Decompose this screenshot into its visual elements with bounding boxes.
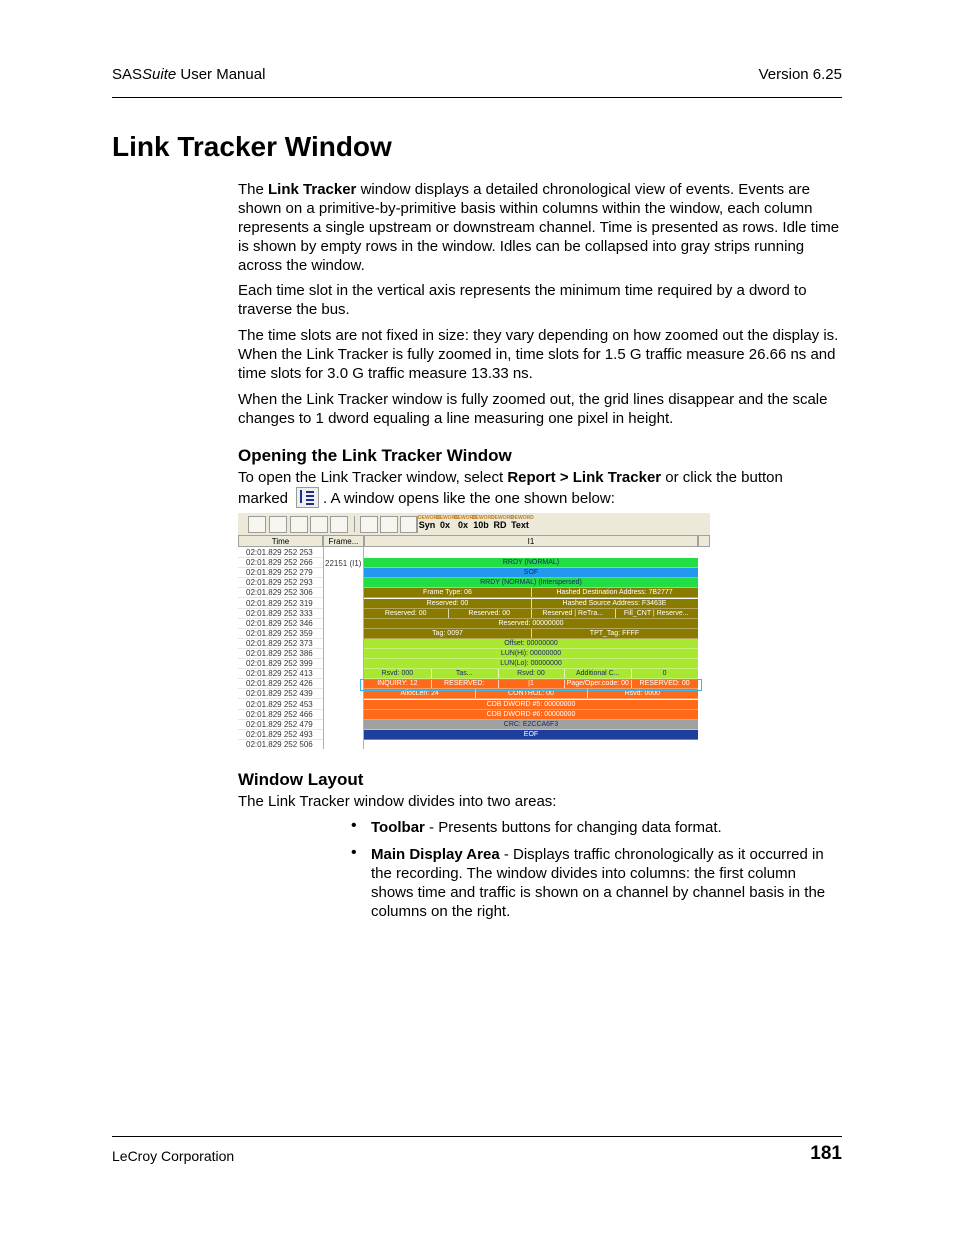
intro-paragraph-4: When the Link Tracker window is fully zoomed out, the grid lines disappear and the scale changes to 1 dword equaling a line measuring one pixel in height. — [238, 391, 828, 427]
channel-row[interactable] — [364, 609, 698, 619]
toolbar-hex-alt-button[interactable]: DEWORD 0x — [454, 515, 477, 530]
time-cell: 02:01.829 252 266 — [238, 558, 323, 568]
row-field: LUN(Lo): 00000000 — [500, 660, 562, 668]
channel-column-header[interactable]: I1 — [364, 535, 698, 547]
time-cell: 02:01.829 252 373 — [238, 639, 323, 649]
split-icon[interactable] — [290, 516, 308, 533]
channel-row[interactable] — [364, 649, 698, 659]
layout-intro: The Link Tracker window divides into two areas: — [238, 793, 557, 810]
time-cell: 02:01.829 252 253 — [238, 548, 323, 558]
row-field: RESERVED: 00 — [639, 680, 690, 688]
row-field: Hashed Source Address: F3463E — [562, 599, 667, 607]
time-column-header[interactable]: Time — [238, 535, 323, 547]
row-field: AllocLen: 24 — [400, 690, 439, 698]
row-field: Hashed Destination Address: 7B2777 — [556, 589, 673, 597]
toolbar-rd-button[interactable]: DEWORD RD — [491, 515, 514, 530]
channel-row[interactable] — [364, 599, 698, 609]
row-field: INQUIRY: 12 — [377, 680, 418, 688]
channel-row[interactable] — [364, 588, 698, 598]
row-field: Offset: 00000000 — [504, 639, 558, 647]
zoom-in-icon[interactable] — [310, 516, 328, 533]
time-cell: 02:01.829 252 279 — [238, 568, 323, 578]
row-field: TPT_Tag: FFFF — [589, 629, 640, 637]
time-cell: 02:01.829 252 386 — [238, 649, 323, 659]
frame-column-header[interactable]: Frame... — [323, 535, 364, 547]
time-cell: 02:01.829 252 333 — [238, 609, 323, 619]
page-number: 181 — [810, 1143, 842, 1164]
row-field: Additional C... — [575, 670, 620, 678]
bullet-main-display: Main Display Area - Displays traffic chronologically as it occurred in the recording. The window divides into columns: the first column shows time and traffic is shown on a channel by channel basis in the columns on the right. — [371, 846, 826, 920]
expand-icon[interactable] — [269, 516, 287, 533]
channel-row[interactable] — [364, 710, 698, 720]
channel-row[interactable] — [364, 558, 698, 568]
frame-cell: 22151 (I1) — [325, 559, 362, 568]
time-cell: 02:01.829 252 346 — [238, 619, 323, 629]
row-field: Rsvd: 00 — [517, 670, 545, 678]
row-field: Rsvd: 0000 — [624, 690, 661, 698]
intro-paragraph-2: Each time slot in the vertical axis represents the minimum time required by a dword to traverse the bus. — [238, 282, 807, 318]
row-field: Reserved: 00 — [426, 599, 469, 607]
time-cell: 02:01.829 252 319 — [238, 599, 323, 609]
grid-icon[interactable] — [248, 516, 266, 533]
bullet-marker: • — [351, 817, 357, 834]
toolbar-10b-button[interactable]: DEWORD 10b — [472, 515, 495, 530]
row-field: LUN(Hi): 00000000 — [500, 650, 562, 657]
row-field: RESERVED: — [444, 680, 485, 688]
row-field: RRDY (NORMAL) — [502, 559, 560, 567]
footer-rule — [112, 1136, 842, 1137]
channel-row[interactable] — [364, 700, 698, 710]
intro-paragraph-3: The time slots are not fixed in size: they vary depending on how zoomed out the display is. When the Link Tracker is fully zoomed in, time slots for 1.5 G traffic measure 26.66 ns and time slots for 3.0 G traffic measure 13.33 ns. — [238, 327, 839, 382]
channel-row[interactable] — [364, 578, 698, 588]
channel-row[interactable] — [364, 730, 698, 740]
channel-row[interactable] — [364, 619, 698, 629]
channel-row[interactable] — [364, 720, 698, 730]
time-cell: 02:01.829 252 359 — [238, 629, 323, 639]
time-cell: 02:01.829 252 293 — [238, 578, 323, 588]
row-field: CONTROL: 00 — [508, 690, 554, 698]
intro-paragraph-1: The Link Tracker window displays a detailed chronological view of events. Events are shown on a primitive-by-primitive basis within columns within the window, each column represents a single upstream or downstream channel. Time is presented as rows. Idle time is shown by empty rows in the window. Idles can be collapsed into gray strips running across the window. — [238, 181, 840, 274]
row-field: CDB DWORD #6: 00000000 — [486, 710, 576, 718]
time-cell: 02:01.829 252 306 — [238, 588, 323, 598]
row-field: Reserved: 00000000 — [498, 619, 564, 627]
toolbar-syn-button[interactable]: DEWORD Syn — [418, 515, 441, 530]
channel-row[interactable] — [364, 568, 698, 578]
time-cell: 02:01.829 252 493 — [238, 730, 323, 740]
bullet-toolbar: Toolbar - Presents buttons for changing data format. — [371, 819, 722, 836]
row-field: Tas... — [455, 670, 473, 678]
opening-heading: Opening the Link Tracker Window — [238, 446, 512, 465]
collapse-idle-icon[interactable] — [360, 516, 378, 533]
row-field: |1 — [528, 680, 534, 688]
time-cell: 02:01.829 252 479 — [238, 720, 323, 730]
row-field: Reserved | ReTra... — [542, 609, 604, 617]
zoom-out-icon[interactable] — [330, 516, 348, 533]
row-field: Page/Oper.code: 00 — [566, 680, 629, 688]
time-cell: 02:01.829 252 413 — [238, 669, 323, 679]
row-field: SOF — [523, 569, 539, 577]
row-field: CRC: E2CCA6F3 — [503, 720, 559, 728]
toolbar-text-button[interactable]: DEWORD Text — [511, 515, 534, 530]
bullet-marker: • — [351, 844, 357, 861]
row-field: Rsvd: 000 — [381, 670, 414, 678]
channel-row[interactable] — [364, 659, 698, 669]
opening-paragraph: To open the Link Tracker window, select Report > Link Tracker or click the button marked . A window opens like the one shown below: — [238, 469, 783, 507]
time-cell: 02:01.829 252 426 — [238, 679, 323, 689]
page-title: Link Tracker Window — [112, 131, 392, 162]
time-cell: 02:01.829 252 453 — [238, 700, 323, 710]
header-rule — [112, 97, 842, 98]
layout-heading: Window Layout — [238, 770, 364, 789]
toolbar — [238, 513, 710, 536]
row-field: Fill_CNT | Reserve... — [623, 609, 689, 617]
time-cell: 02:01.829 252 466 — [238, 710, 323, 720]
row-field: RRDY (NORMAL) (Interspersed) — [480, 579, 582, 587]
row-field: EOF — [523, 730, 539, 738]
row-field: CDB DWORD #5: 00000000 — [486, 700, 576, 708]
link-tracker-screenshot — [238, 513, 710, 749]
row-field: Frame Type: 06 — [423, 589, 472, 597]
time-cell: 02:01.829 252 399 — [238, 659, 323, 669]
link-tracker-icon — [296, 487, 319, 508]
channel-row[interactable] — [364, 629, 698, 639]
version-label: Version 6.25 — [758, 66, 842, 83]
company-name: LeCroy Corporation — [112, 1148, 235, 1164]
row-field: Tag: 0097 — [432, 629, 463, 637]
row-field: Reserved: 00 — [384, 609, 427, 617]
header-filler — [698, 535, 710, 547]
toolbar-hex-button[interactable]: DEWORD 0x — [436, 515, 459, 530]
time-cell: 02:01.829 252 439 — [238, 689, 323, 699]
idle-strip-icon[interactable] — [380, 516, 398, 533]
manual-title: SASSuite User Manual — [112, 66, 266, 83]
time-cell: 02:01.829 252 506 — [238, 740, 323, 749]
channel-row[interactable] — [364, 639, 698, 649]
row-field: Reserved: 00 — [468, 609, 511, 617]
row-field: 0 — [662, 670, 667, 678]
channel-row[interactable] — [364, 669, 698, 679]
selection-highlight — [360, 679, 702, 691]
